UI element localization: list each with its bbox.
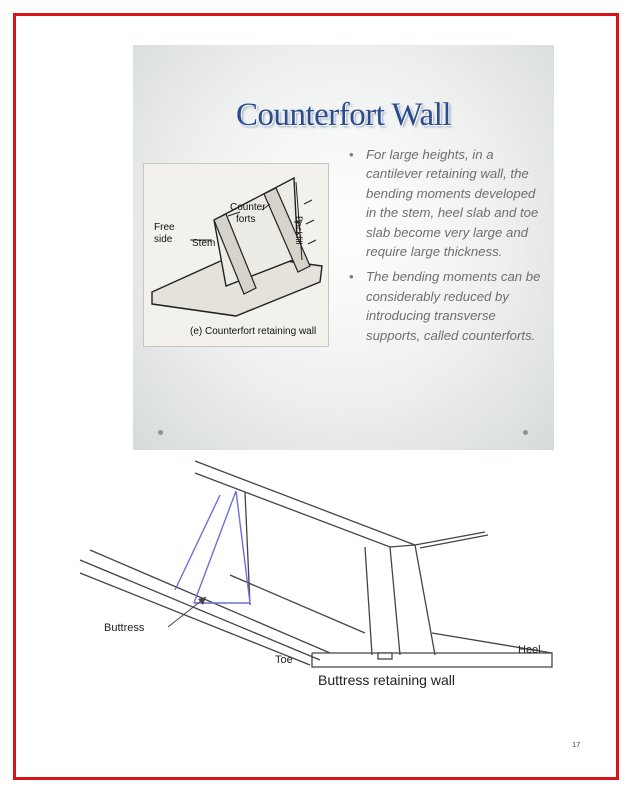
label-backfill: Backfill bbox=[294, 216, 304, 245]
bullet-dot-icon: • bbox=[349, 147, 354, 162]
bullet-text: For large heights, in a cantilever retaining wall, the bending moments developed in the stem, heel slab and toe slab become very large and require large thickness. bbox=[366, 147, 539, 260]
counterfort-figure bbox=[143, 163, 329, 347]
slide-image bbox=[133, 45, 554, 450]
bullet-dot-icon: • bbox=[349, 269, 354, 285]
label-buttress: Buttress bbox=[104, 622, 145, 634]
label-side: side bbox=[154, 234, 173, 245]
buttress-wall-drawing bbox=[60, 455, 570, 700]
bullet-text: The bending moments can be considerably reduced by introducing transverse supports, called counterforts. bbox=[366, 269, 541, 343]
slide-title: Counterfort Wall bbox=[235, 97, 452, 133]
label-stem: Stem bbox=[192, 238, 216, 249]
label-counter: Counter bbox=[230, 202, 266, 213]
label-toe: Toe bbox=[275, 654, 293, 666]
slide-nav-dot-right bbox=[523, 430, 528, 435]
figure-caption: (e) Counterfort retaining wall bbox=[190, 326, 317, 337]
slide-nav-dot-left bbox=[158, 430, 163, 435]
counterfort-diagram bbox=[144, 164, 328, 346]
label-forts: forts bbox=[236, 214, 256, 225]
buttress-wall-diagram bbox=[60, 455, 570, 695]
bullet-list bbox=[347, 145, 547, 351]
label-free: Free bbox=[154, 222, 175, 233]
bullet-item bbox=[347, 267, 547, 345]
label-heel: Heel bbox=[518, 644, 541, 656]
page-number: 17 bbox=[572, 740, 581, 749]
drawing-caption: Buttress retaining wall bbox=[318, 672, 455, 688]
bullet-item bbox=[347, 145, 547, 261]
